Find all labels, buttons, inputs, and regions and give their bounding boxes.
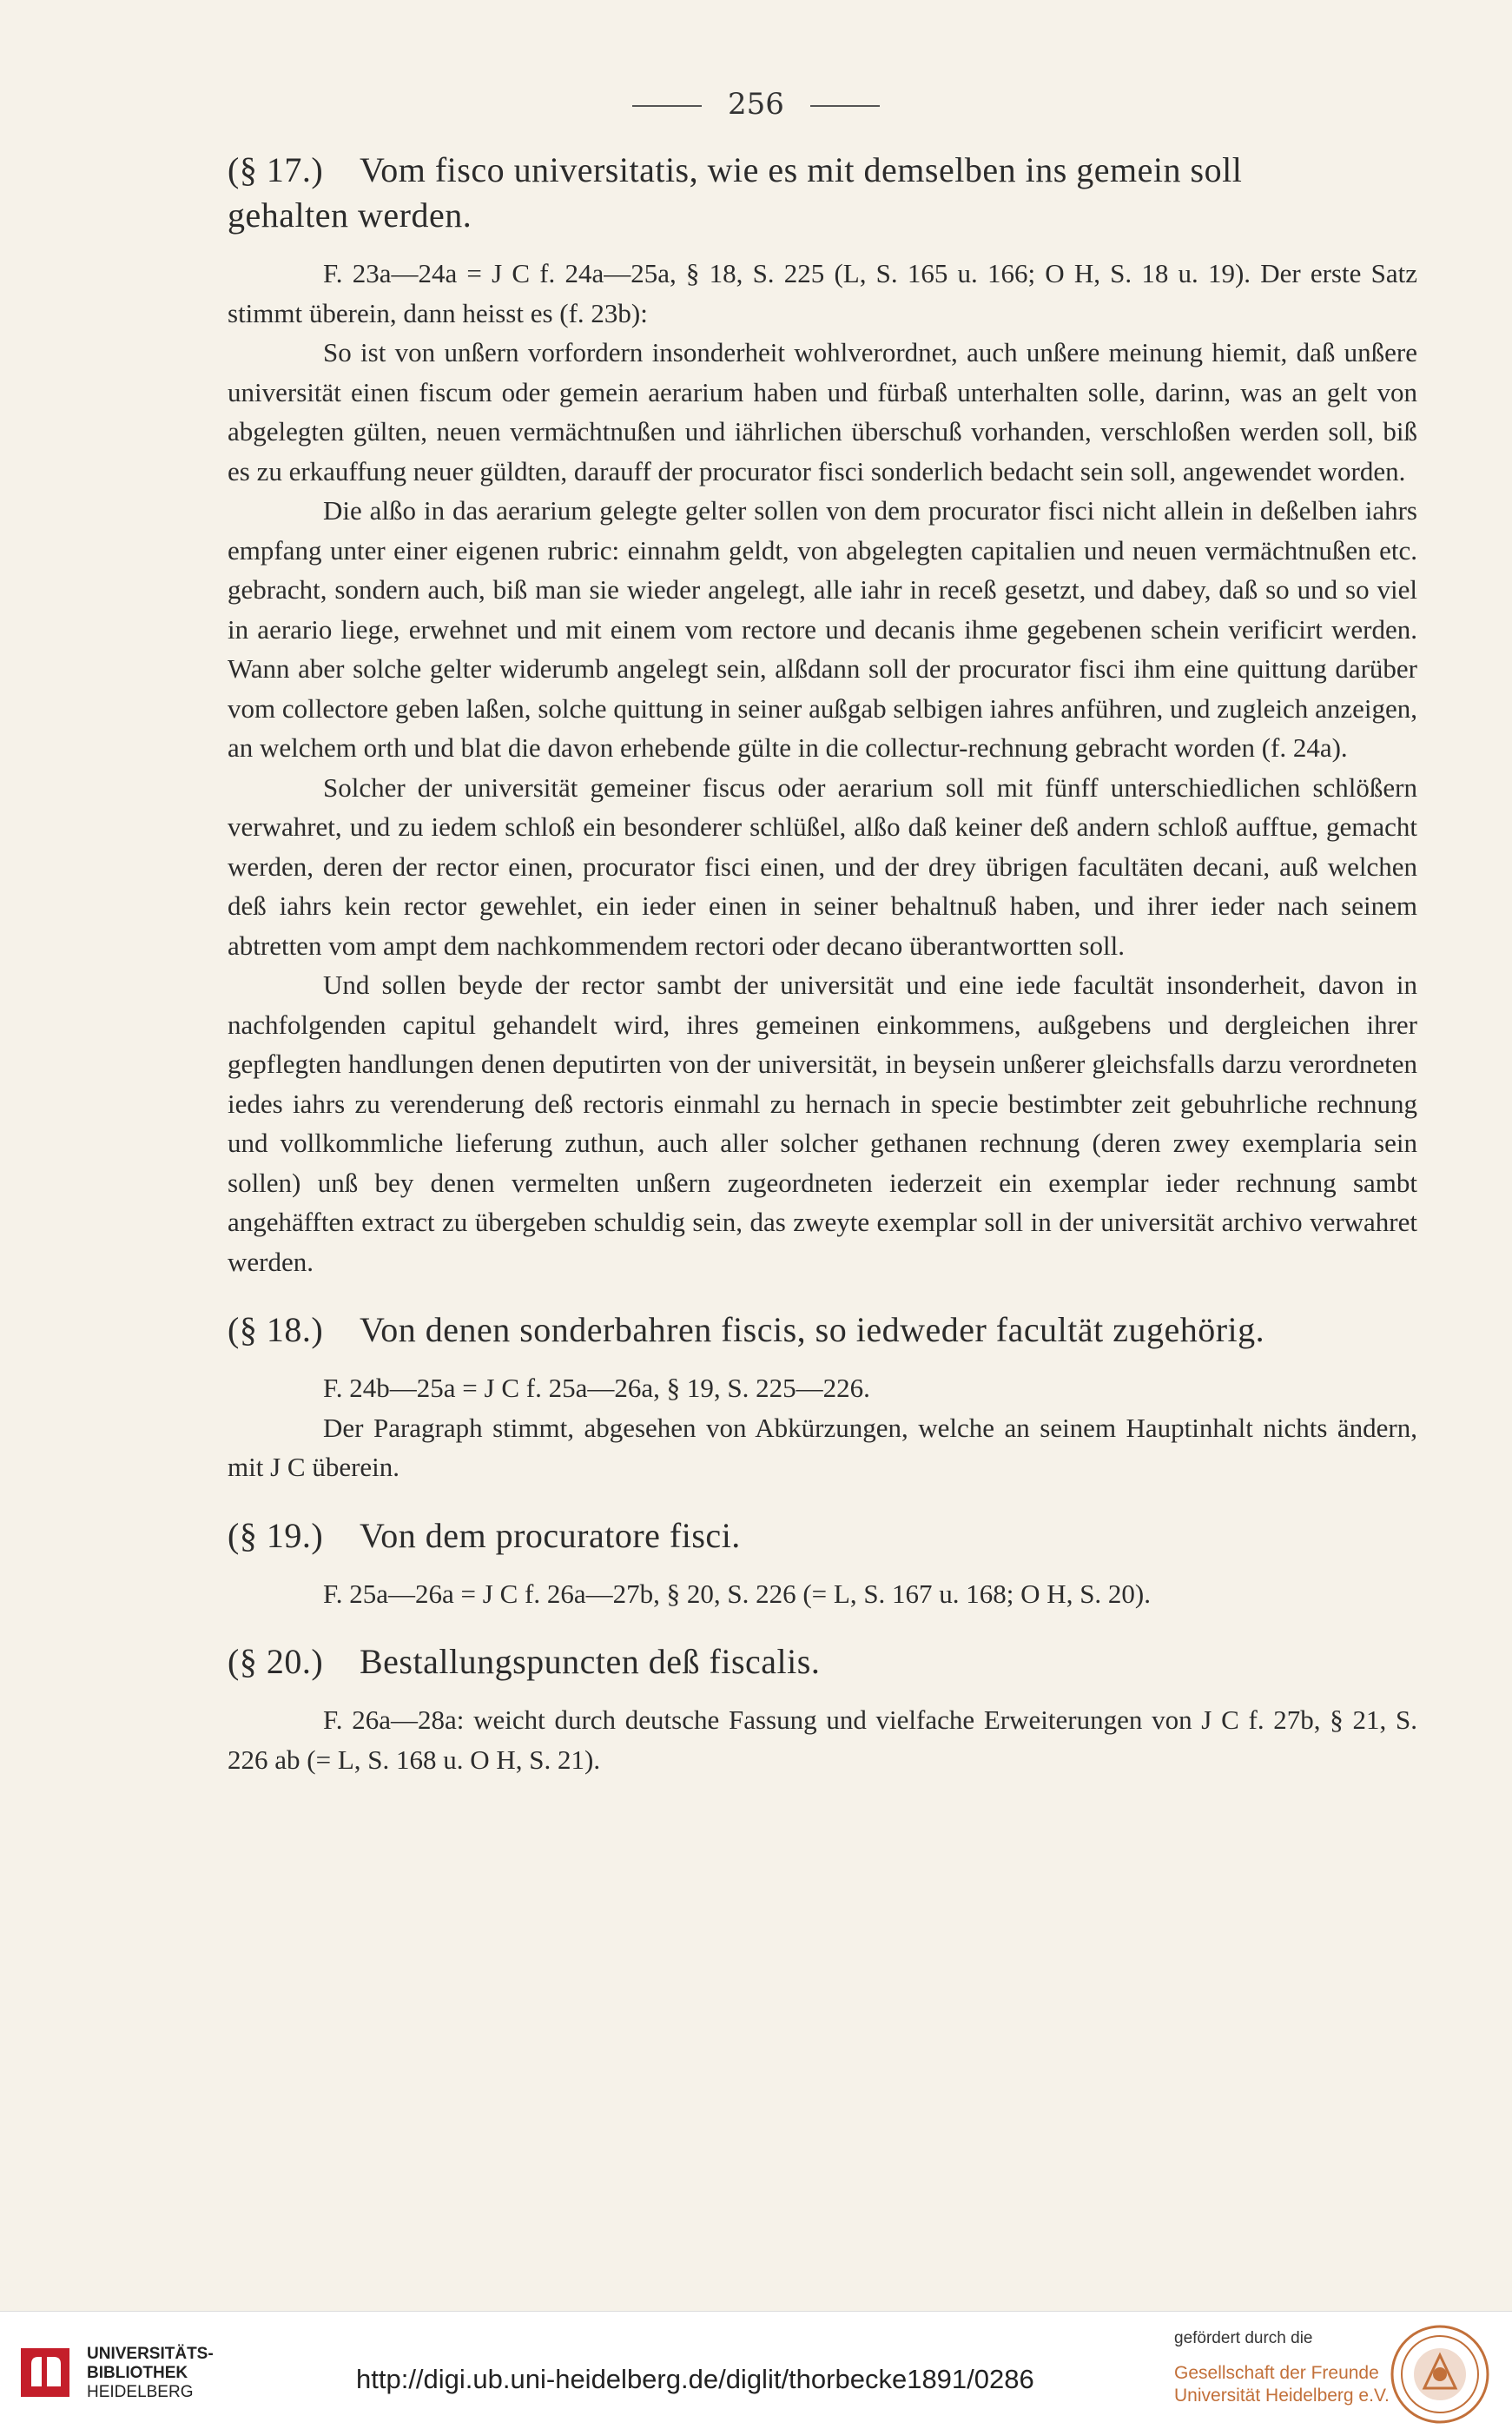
divider	[810, 105, 880, 107]
section-heading	[228, 1513, 1417, 1559]
section-heading	[228, 1307, 1417, 1353]
section-20	[228, 1639, 1417, 1779]
section-number: (§ 19.)	[228, 1515, 324, 1555]
section-title: Vom fisco universitatis, wie es mit demselben ins gemein soll	[360, 150, 1243, 189]
section-reference: F. 26a—28a: weicht durch deutsche Fassung und vielfache Erweiterungen von J C f. 27b, § 21, S. 226 ab (= L, S. 168 u. O H, S. 21).	[228, 1704, 1417, 1775]
divider	[632, 105, 702, 107]
section-18	[228, 1307, 1417, 1487]
page-number-text: 256	[728, 87, 784, 122]
section-reference: F. 25a—26a = J C f. 26a—27b, § 20, S. 226 (= L, S. 167 u. 168; O H, S. 20).	[323, 1578, 1152, 1609]
paragraph: Solcher der universität gemeiner fiscus oder aerarium soll mit fünff unterschiedlichen schlößern verwahret, und zu iedem schloß ein besonderer schlüßel, alßo daß keiner deß andern schloß aufftue, gemacht werden, deren der rector einen, procurator fisci einen, und der drey übrigen facultäten decani, auß welchen deß iahrs kein rector gewehlet, ein ieder einen in seiner behaltnuß haben, und ihrer ieder nach seinem abtretten vom ampt dem nachkommendem rectori oder decano überantwortten soll.	[228, 771, 1417, 961]
permalink-url[interactable]: http://digi.ub.uni-heidelberg.de/diglit/thorbecke1891/0286	[356, 2364, 1034, 2394]
library-name-line: BIBLIOTHEK	[87, 2364, 188, 2382]
section-number: (§ 18.)	[228, 1310, 324, 1349]
section-title: Bestallungspuncten deß fiscalis.	[360, 1642, 821, 1681]
sponsor-label: gefördert durch die	[1174, 2329, 1313, 2347]
section-19	[228, 1513, 1417, 1614]
paragraph: Der Paragraph stimmt, abgesehen von Abkürzungen, welche an seinem Hauptinhalt nichts ändern, mit J C überein.	[228, 1412, 1417, 1482]
paragraph: Die alßo in das aerarium gelegte gelter sollen von dem procurator fisci nicht allein in deßelben iahrs empfang unter einer eigenen rubric: einnahm geldt, von abgelegten capitalien und neuen vermächtnußen etc. gebracht, sondern auch, biß man sie wieder angelegt, alle iahr in receß gesetzt, und dabey, daß so und so viel in aerario liege, erwehnet und mit einem vom rectore und decanis ihme gegebenen schein verificirt werden. Wann aber solche gelter widerumb angelegt sein, alßdann soll der procurator fisci ihm eine quittung darüber vom collectore geben laßen, solche quittung in seiner außgab selbigen iahres anführen, und zugleich anzeigen, an welchem orth und blat die davon erhebende gülte in die collectur-rechnung gebracht worden (f. 24a).	[228, 495, 1417, 763]
section-heading	[228, 148, 1417, 193]
section-heading-continued: gehalten werden.	[228, 195, 472, 235]
sponsor-name-line: Universität Heidelberg e.V.	[1174, 2386, 1390, 2406]
section-17	[228, 148, 1417, 1281]
library-name-line: HEIDELBERG	[87, 2383, 194, 2401]
section-title: Von dem procuratore fisci.	[360, 1515, 741, 1555]
library-name-line: UNIVERSITÄTS-	[87, 2345, 214, 2363]
university-seal-icon	[1390, 2324, 1490, 2425]
section-reference: F. 23a—24a = J C f. 24a—25a, § 18, S. 225 (L, S. 165 u. 166; O H, S. 18 u. 19). Der erste Satz stimmt überein, dann heisst es (f. 23b):	[228, 258, 1417, 328]
sponsor-name-line: Gesellschaft der Freunde	[1174, 2363, 1379, 2383]
paragraph: Und sollen beyde der rector sambt der universität und eine iede facultät insonderheit, davon in nachfolgenden capitul gehandelt wird, ihres gemeinen einkommens, außgebens und dergleichen ihrer gepflegten handlungen denen deputirten von der universität, in beysein unßerer gleichsfalls darzu verordneten iedes iahrs zu verenderung deß rectoris einmahl zu hernach in specie bestimbter zeit gebuhrliche rechnung und vollkommliche lieferung zuthun, auch aller solcher gethanen rechnung (deren zwey exemplaria sein sollen) unß bey denen vermelten unßern zugeordneten iederzeit ein exemplar ieder rechnung sambt angehäfften extract zu übergeben schuldig sein, das zweyte exemplar soll in der universität archivo verwahret werden.	[228, 970, 1417, 1277]
section-number: (§ 20.)	[228, 1642, 324, 1681]
section-number: (§ 17.)	[228, 150, 324, 189]
section-reference: F. 24b—25a = J C f. 25a—26a, § 19, S. 225—226.	[323, 1373, 870, 1403]
page-content	[228, 148, 1417, 1779]
paragraph: So ist von unßern vorfordern insonderheit wohlverordnet, auch unßere meinung hiemit, daß unßere universität einen fiscum oder gemein aerarium haben und fürbaß unterhalten solle, darinn, was an gelt von abgelegten gülten, neuen vermächtnußen und iährlichen überschuß vorhanden, verschloßen werden soll, biß es zu erkauffung neuer güldten, darauff der procurator fisci sonderlich bedacht sein soll, angewendet worden.	[228, 337, 1417, 486]
page-number	[0, 87, 1512, 122]
footer-bar	[0, 2311, 1512, 2429]
sponsor-name	[1174, 2362, 1390, 2407]
library-name	[87, 2345, 214, 2402]
section-title: Von denen sonderbahren fiscis, so iedweder facultät zugehörig.	[360, 1310, 1265, 1349]
section-heading	[228, 1639, 1417, 1684]
library-logo-icon	[19, 2346, 71, 2399]
